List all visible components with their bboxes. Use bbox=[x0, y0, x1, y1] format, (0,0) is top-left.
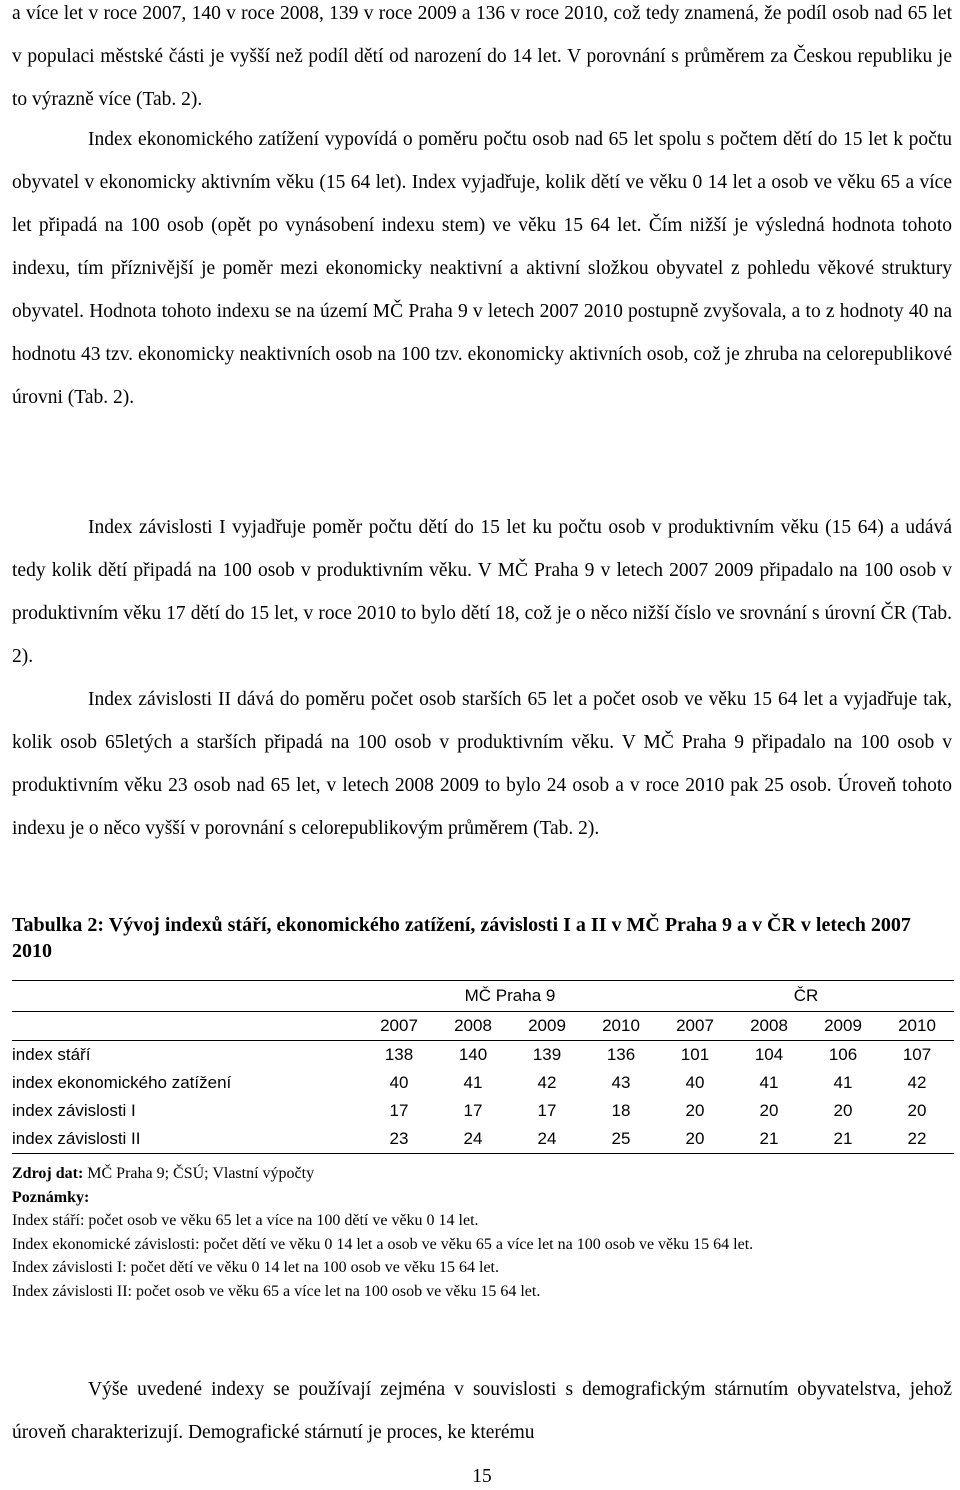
year-header: 2007 bbox=[658, 1012, 732, 1041]
table-row bbox=[12, 1097, 954, 1125]
table-cell: 139 bbox=[532, 1045, 562, 1064]
table-cell: 138 bbox=[384, 1045, 414, 1064]
table-group-header-row bbox=[12, 981, 954, 1012]
note-economic-dependency: Index ekonomické závislosti: počet dětí ve věku 0 14 let a osob ve věku 65 a více let na 100 osob ve věku 15 64 let. bbox=[12, 1235, 754, 1253]
year-header: 2009 bbox=[510, 1012, 584, 1041]
table-cell: 107 bbox=[902, 1045, 932, 1064]
row-label: index ekonomického zatížení bbox=[12, 1073, 232, 1092]
table-row bbox=[12, 1041, 954, 1070]
table-cell: 22 bbox=[880, 1125, 954, 1154]
table-cell: 42 bbox=[907, 1073, 927, 1092]
table-row bbox=[12, 1069, 954, 1097]
source-text: MČ Praha 9; ČSÚ; Vlastní výpočty bbox=[83, 1165, 315, 1182]
table-cell: 21 bbox=[806, 1125, 880, 1154]
table-cell: 104 bbox=[754, 1045, 784, 1064]
paragraph-economic-burden-index: Index ekonomického zatížení vypovídá o poměru počtu osob nad 65 let spolu s počtem dětí do 15 let k počtu obyvatel v ekonomicky aktivním věku (15 64 let). Index vyjadřuje, kolik dětí ve věku 0 14 let a osob ve věku 65 a více let připadá na 100 osob (opět po vynásobení indexu stem) ve věku 15 64 let. Čím nižší je výsledná hodnota tohoto indexu, tím příznivější je poměr mezi ekonomicky neaktivní a aktivní složkou obyvatel z pohledu věkové struktury obyvatel. Hodnota tohoto indexu se na území MČ Praha 9 v letech 2007 2010 postupně zvyšovala, a to z hodnoty 40 na hodnotu 43 tzv. ekonomicky neaktivních osob na 100 tzv. ekonomicky aktivních osob, což je zhruba na celorepublikové úrovni (Tab. 2). bbox=[12, 129, 952, 408]
table-cell: 106 bbox=[828, 1045, 858, 1064]
year-header: 2007 bbox=[362, 1012, 436, 1041]
paragraph-demographic-ageing: Výše uvedené indexy se používají zejména v souvislosti s demografickým stárnutím obyvatelstva, jehož úroveň charakterizují. Demografické stárnutí je proces, ke kterému bbox=[12, 1379, 952, 1443]
row-label: index závislosti I bbox=[12, 1101, 136, 1120]
table-cell: 40 bbox=[389, 1073, 409, 1092]
data-source bbox=[12, 1162, 952, 1186]
table-cell: 41 bbox=[759, 1073, 779, 1092]
year-header: 2010 bbox=[880, 1012, 954, 1041]
paragraph-index-stari-continued: a více let v roce 2007, 140 v roce 2008, 139 v roce 2009 a 136 v roce 2010, což tedy znamená, že podíl osob nad 65 let v populaci městské části je vyšší než podíl dětí od narození do 14 let. V porovnání s průměrem za Českou republiku je to výrazně více (Tab. 2). bbox=[12, 3, 952, 110]
table-cell: 40 bbox=[685, 1073, 705, 1092]
year-header: 2009 bbox=[806, 1012, 880, 1041]
table-cell: 17 bbox=[537, 1101, 557, 1120]
table-caption: Tabulka 2: Vývoj indexů stáří, ekonomického zatížení, závislosti I a II v MČ Praha 9 a v ČR v letech 2007 2010 bbox=[12, 914, 911, 962]
table-cell: 140 bbox=[458, 1045, 488, 1064]
table-years-row bbox=[12, 1012, 954, 1041]
table-cell: 101 bbox=[680, 1045, 710, 1064]
year-header: 2008 bbox=[732, 1012, 806, 1041]
table-cell: 20 bbox=[907, 1101, 927, 1120]
notes-label: Poznámky: bbox=[12, 1188, 90, 1206]
table-cell: 17 bbox=[389, 1101, 409, 1120]
paragraph-dependency-index-1: Index závislosti I vyjadřuje poměr počtu dětí do 15 let ku počtu osob v produktivním věku (15 64) a udává tedy kolik dětí připadá na 100 osob v produktivním věku. V MČ Praha 9 v letech 2007 2009 připadalo na 100 osob v produktivním věku 17 dětí do 15 let, v roce 2010 to bylo dětí 18, což je o něco nižší číslo ve srovnání s úrovní ČR (Tab. 2). bbox=[12, 517, 952, 667]
note-dependency-1: Index závislosti I: počet dětí ve věku 0 14 let na 100 osob ve věku 15 64 let. bbox=[12, 1259, 499, 1276]
table-cell: 136 bbox=[606, 1045, 636, 1064]
source-label: Zdroj dat: bbox=[12, 1165, 84, 1182]
table-cell: 18 bbox=[611, 1101, 631, 1120]
table-cell: 25 bbox=[584, 1125, 658, 1154]
year-header: 2010 bbox=[584, 1012, 658, 1041]
table-row bbox=[12, 1125, 954, 1154]
index-table bbox=[12, 980, 954, 1154]
table-cell: 24 bbox=[436, 1125, 510, 1154]
table-cell: 20 bbox=[833, 1101, 853, 1120]
table-cell: 23 bbox=[362, 1125, 436, 1154]
group-header-cr: ČR bbox=[658, 981, 954, 1012]
row-label: index závislosti II bbox=[12, 1125, 362, 1154]
table-cell: 24 bbox=[510, 1125, 584, 1154]
table-cell: 42 bbox=[537, 1073, 557, 1092]
paragraph-dependency-index-2: Index závislosti II dává do poměru počet osob starších 65 let a počet osob ve věku 15 64 let a vyjadřuje tak, kolik osob 65letých a starších připadá na 100 osob v produktivním věku. V MČ Praha 9 připadalo na 100 osob v produktivním věku 23 osob nad 65 let, v letech 2008 2009 to bylo 24 osob a v roce 2010 pak 25 osob. Úroveň tohoto indexu je o něco vyšší v porovnání s celorepublikovým průměrem (Tab. 2). bbox=[12, 689, 952, 839]
year-header: 2008 bbox=[436, 1012, 510, 1041]
table-notes bbox=[12, 1162, 952, 1303]
table-cell: 17 bbox=[463, 1101, 483, 1120]
note-dependency-2: Index závislosti II: počet osob ve věku 65 a více let na 100 osob ve věku 15 64 let. bbox=[12, 1282, 541, 1300]
table-cell: 20 bbox=[759, 1101, 779, 1120]
table-cell: 43 bbox=[611, 1073, 631, 1092]
row-label: index stáří bbox=[12, 1045, 91, 1064]
page-number: 15 bbox=[472, 1466, 492, 1487]
table-cell: 41 bbox=[463, 1073, 483, 1092]
table-cell: 21 bbox=[732, 1125, 806, 1154]
table-cell: 20 bbox=[685, 1101, 705, 1120]
note-index-stari: Index stáří: počet osob ve věku 65 let a více na 100 dětí ve věku 0 14 let. bbox=[12, 1212, 479, 1229]
table-cell: 20 bbox=[658, 1125, 732, 1154]
group-header-praha9: MČ Praha 9 bbox=[362, 981, 658, 1012]
table-cell: 41 bbox=[833, 1073, 853, 1092]
